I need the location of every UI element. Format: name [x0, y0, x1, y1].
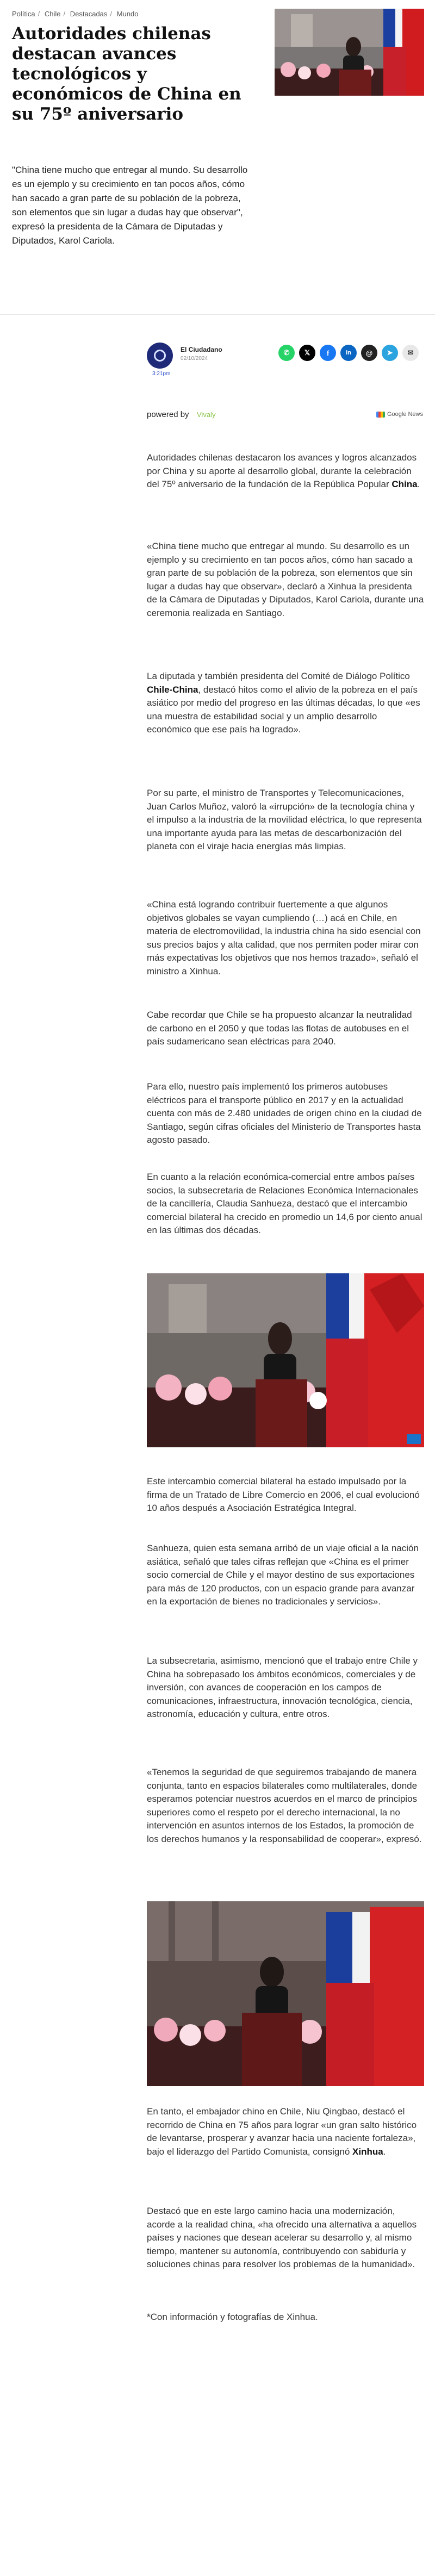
breadcrumb-link-chile[interactable]: Chile [44, 10, 61, 18]
paragraph-11: La subsecretaria, asimismo, mencionó que el trabajo entre Chile y China ha sobrepasado los ámbitos económicos, comerciales y de inversión, con avances de cooperación en los campos de comunicaciones, infraestructura, innovación tecnológica, ciencia, astronomía, educación y cultura, entre otros. [147, 1656, 418, 1719]
google-news-label: Google News [387, 411, 423, 418]
paragraph-4: Por su parte, el ministro de Transportes y Telecomunicaciones, Juan Carlos Muñoz, valoró la «irrupción» de la tecnología china y el impulso a la industria de la movilidad eléctrica, lo que representa una importante ayuda para las metas de descarbonización del planeta con el viraje hacia energías más limpias. [147, 788, 422, 851]
publish-time: 3:21pm [152, 371, 171, 377]
paragraph-1: Autoridades chilenas destacaron los avances y logros alcanzados por China y su aporte al desarrollo global, durante la celebración del 75º aniversario de la fundación de la República Popular China. [147, 452, 420, 489]
share-bar [278, 345, 419, 361]
facebook-share-button[interactable] [320, 345, 336, 361]
facebook-icon: f [326, 349, 330, 357]
author-avatar[interactable] [147, 343, 173, 369]
x-icon: 𝕏 [304, 349, 310, 357]
paragraph-7: Para ello, nuestro país implementó los primeros autobuses eléctricos para el transporte público en 2017 y en la actualidad cuenta con más de 2.480 unidades de origen chino en la ciudad de Santiago, según cifras oficiales del Ministerio de Transportes hasta agosto pasado. [147, 1081, 422, 1145]
author-name[interactable]: El Ciudadano [181, 346, 222, 353]
threads-share-button[interactable] [361, 345, 377, 361]
vivaly-logo[interactable]: Vivaly [197, 410, 216, 419]
telegram-icon: ➤ [387, 349, 393, 357]
breadcrumb-link-mundo[interactable]: Mundo [116, 10, 139, 18]
article-photo-ambassador [147, 1901, 424, 2086]
paragraph-2: «China tiene mucho que entregar al mundo. Su desarrollo es un ejemplo y su crecimiento en tan pocos años, cómo han sacado a gran parte de su población de la pobreza, son elementos que sin lugar a dudas hay que observar», declaró a Xinhua la presidenta de la Cámara de Diputadas y Diputados, Karol Cariola, durante una ceremonia realizada en Santiago. [147, 541, 424, 618]
x-share-button[interactable] [299, 345, 315, 361]
paragraph-12: «Tenemos la seguridad de que seguiremos trabajando de manera conjunta, tanto en espacios bilaterales como multilaterales, donde esperamos potenciar nuestros acuerdos en el marco de principios superiores como el respeto por el derecho internacional, la no intervención en asuntos internos de los Estados, la promoción de los derechos humanos y la responsabilidad de cooperar», expresó. [147, 1767, 422, 1844]
google-news-icon [376, 412, 385, 418]
paragraph-3: La diputada y también presidenta del Comité de Diálogo Político Chile-China, destacó hitos como el alivio de la pobreza en el país asiático por medio del progreso en las últimas décadas, lo que «es una muestra de estabilidad social y un amplio desarrollo económico que ese país ha logrado». [147, 671, 420, 735]
paragraph-6: Cabe recordar que Chile se ha propuesto alcanzar la neutralidad de carbono en el 2050 y que todas las flotas de autobuses en el país sudamericano sean eléctricas para 2040. [147, 1010, 412, 1047]
logo-icon [154, 350, 166, 362]
paragraph-14: Destacó que en este largo camino hacia una modernización, acorde a la realidad china, «ha ofrecido una alternativa a aquellos países y naciones que desean acelerar su desarrollo y, al mismo tiempo, mantener su autonomía, contribuyendo con sabiduría y soluciones chinas para resolver los problemas de la humanidad». [147, 2206, 417, 2269]
bold-xinhua: Xinhua [352, 2146, 383, 2157]
whatsapp-icon: ✆ [283, 349, 290, 357]
telegram-share-button[interactable] [382, 345, 398, 361]
linkedin-icon: in [346, 350, 351, 356]
email-share-button[interactable] [402, 345, 419, 361]
google-news-button[interactable] [376, 411, 423, 418]
threads-icon: @ [365, 349, 373, 357]
powered-by-bar [147, 409, 423, 422]
whatsapp-share-button[interactable] [278, 345, 295, 361]
bold-china: China [391, 479, 418, 489]
powered-by-label: powered by [147, 410, 189, 419]
paragraph-15: *Con información y fotografías de Xinhua. [147, 2312, 318, 2322]
linkedin-share-button[interactable] [340, 345, 357, 361]
paragraph-5: «China está logrando contribuir fuertemente a que algunos objetivos globales se vayan cumpliendo (…) acá en Chile, en materia de electromovilidad, la industria china ha sido esencial con sus precios bajos y alta calidad, que nos permiten poder mirar con más expectativas los objetivos que nos hemos trazado», señaló el ministro a Xinhua. [147, 899, 421, 976]
header-divider [0, 314, 435, 315]
article-photo-speaker [147, 1273, 424, 1447]
article-lead: "China tiene mucho que entregar al mundo. Su desarrollo es un ejemplo y su crecimiento en tan pocos años, cómo han sacado a gran parte de su población de la pobreza, son elementos que sin lugar a dudas hay que observar", expresó la presidenta de la Cámara de Diputadas y Diputados, Karol Cariola. [12, 165, 248, 246]
email-icon: ✉ [407, 349, 414, 357]
breadcrumb: Política / Chile / Destacadas / Mundo [12, 10, 139, 18]
paragraph-13: En tanto, el embajador chino en Chile, Niu Qingbao, destacó el recorrido de China en 75 años para lograr «un gran salto histórico de levantarse, prosperar y avanzar hacia una naciente fortaleza», bajo el liderazgo del Partido Comunista, consignó Xinhua. [147, 2106, 417, 2157]
article-title: Autoridades chilenas destacan avances tecnológicos y económicos de China en su 75º aniversario [12, 24, 241, 124]
breadcrumb-link-politica[interactable]: Política [12, 10, 35, 18]
bold-chile-china: Chile-China [147, 684, 198, 695]
publish-date: 02/10/2024 [181, 356, 208, 362]
paragraph-10: Sanhueza, quien esta semana arribó de un viaje oficial a la nación asiática, señaló que tales cifras reflejan que «China es el primer socio comercial de Chile y el mayor destino de sus exportaciones para más de 120 productos, con un espacio grande para avanzar en la exportación de bienes no tradicionales y servicios». [147, 1543, 419, 1607]
breadcrumb-link-destacadas[interactable]: Destacadas [70, 10, 108, 18]
paragraph-9: Este intercambio comercial bilateral ha estado impulsado por la firma de un Tratado de Libre Comercio en 2006, el cual evolucionó 10 años después a Asociación Estratégica Integral. [147, 1476, 420, 1513]
paragraph-8: En cuanto a la relación económica-comercial entre ambos países socios, la subsecretaria de Relaciones Económica Internacionales de la cancillería, Claudia Sanhueza, destacó que el intercambio comercial bilateral ha crecido en promedio un 14,6 por ciento anual en las últimas dos décadas. [147, 1172, 422, 1235]
hero-image [275, 9, 424, 96]
